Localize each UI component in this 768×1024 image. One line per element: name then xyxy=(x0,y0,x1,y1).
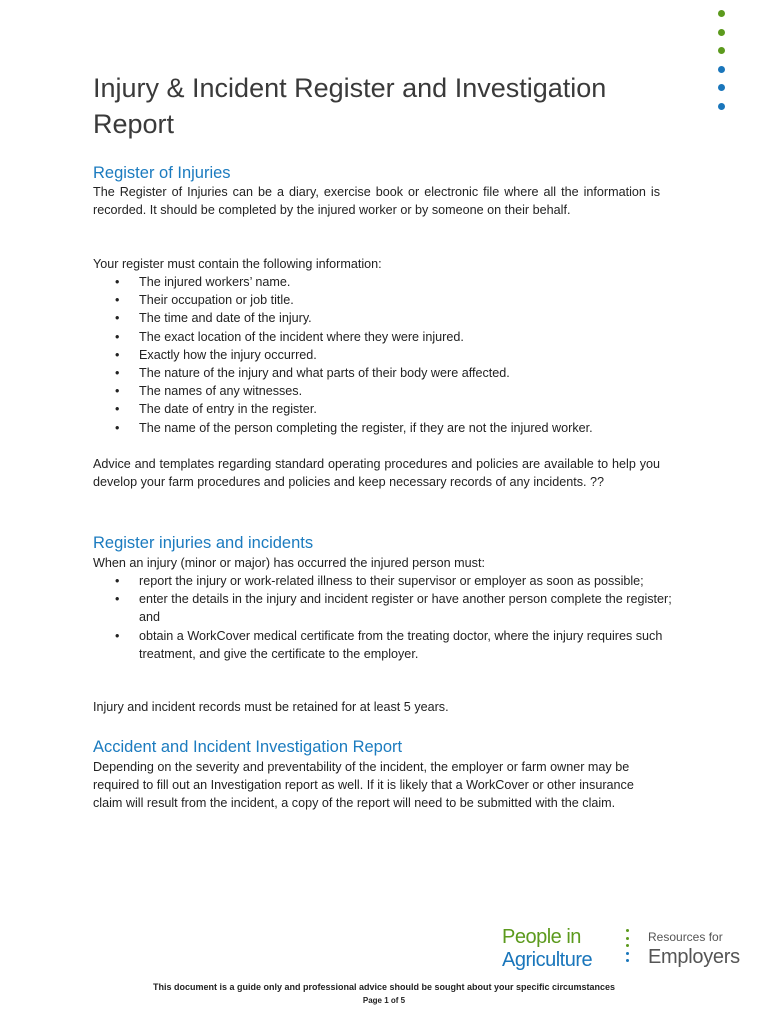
injury-steps-list xyxy=(93,572,673,663)
list-item: • report the injury or work-related illness to their supervisor or employer as soon as possible; xyxy=(93,572,673,590)
separator-dot xyxy=(626,944,629,947)
list-item: • Exactly how the injury occurred. xyxy=(93,346,673,364)
logo-wordmark xyxy=(502,926,592,972)
list-item: • The nature of the injury and what parts of their body were affected. xyxy=(93,364,673,382)
decor-dot xyxy=(718,29,725,36)
separator-dot xyxy=(626,959,629,962)
decor-dot xyxy=(718,103,725,110)
page-number: Page 1 of 5 xyxy=(362,996,406,1005)
investigation-report-heading: Accident and Incident Investigation Report xyxy=(93,738,403,756)
separator-dot xyxy=(626,937,629,940)
list-item: • The date of entry in the register. xyxy=(93,400,673,418)
list-item: • The exact location of the incident where they were injured. xyxy=(93,328,673,346)
register-of-injuries-heading: Register of Injuries xyxy=(93,164,231,182)
separator-dot xyxy=(626,952,629,955)
register-requirements-list xyxy=(93,273,673,437)
list-item: • The time and date of the injury. xyxy=(93,309,673,327)
decor-dot xyxy=(718,84,725,91)
retention-paragraph: Injury and incident records must be retained for at least 5 years. xyxy=(93,700,449,714)
separator-dot xyxy=(626,929,629,932)
decor-dot xyxy=(718,66,725,73)
register-intro-paragraph: The Register of Injuries can be a diary, exercise book or electronic file where all the information is recorded. It should be completed by the injured worker or by someone on their behalf. xyxy=(93,185,660,218)
injury-steps-intro: When an injury (minor or major) has occurred the injured person must: xyxy=(93,556,485,570)
decorative-dots xyxy=(718,10,728,121)
logo-line-1: People in xyxy=(502,926,581,948)
footer-disclaimer: This document is a guide only and professional advice should be sought about your specific circumstances xyxy=(152,982,616,992)
investigation-paragraph: Depending on the severity and preventability of the incident, the employer or farm owner may be required to fill out an Investigation report as well. If it is likely that a WorkCover or other insurance claim will result from the incident, a copy of the report will need to be submitted with the claim. xyxy=(93,760,634,811)
list-item: • The name of the person completing the register, if they are not the injured worker. xyxy=(93,419,673,437)
decor-dot xyxy=(718,10,725,17)
logo-employers: Employers xyxy=(648,946,740,968)
register-list-intro: Your register must contain the following information: xyxy=(93,257,382,271)
list-item: • The injured workers’ name. xyxy=(93,273,673,291)
logo-separator-dots xyxy=(626,929,630,967)
decor-dot xyxy=(718,47,725,54)
logo-resources-for: Resources for xyxy=(648,930,723,944)
people-in-agriculture-logo xyxy=(502,926,752,974)
advice-paragraph: Advice and templates regarding standard operating procedures and policies are available to help you develop your farm procedures and policies and keep necessary records of any incidents. ?? xyxy=(93,457,660,490)
list-item: • obtain a WorkCover medical certificate from the treating doctor, where the injury requires such treatment, and give the certificate to the employer. xyxy=(93,627,673,663)
list-item: • enter the details in the injury and incident register or have another person complete the register; and xyxy=(93,590,673,626)
register-injuries-incidents-heading: Register injuries and incidents xyxy=(93,534,314,552)
logo-line-2: Agriculture xyxy=(502,949,593,971)
list-item: • Their occupation or job title. xyxy=(93,291,673,309)
logo-tagline xyxy=(648,930,740,970)
list-item: • The names of any witnesses. xyxy=(93,382,673,400)
page-title: Injury & Incident Register and Investigation Report xyxy=(93,73,607,139)
